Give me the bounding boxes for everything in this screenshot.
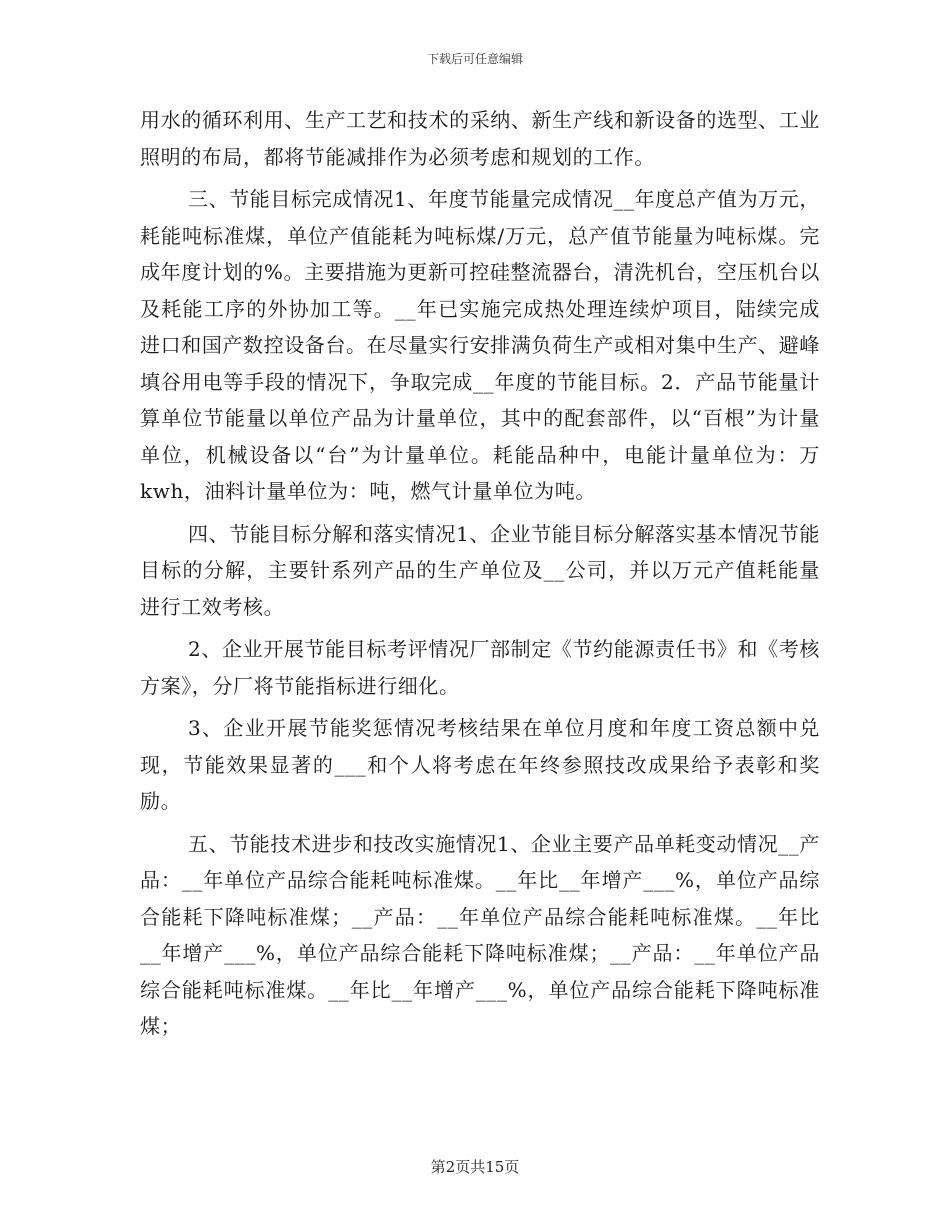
document-body bbox=[140, 102, 820, 1051]
page-header: 下载后可任意编辑 bbox=[426, 52, 523, 66]
paragraph-6: 五、节能技术进步和技改实施情况1、企业主要产品单耗变动情况__产品：__年单位产品综合能耗吨标准煤。__年比__年增产___%，单位产品综合能耗下降吨标准煤；__产品：__年单位产品综合能耗吨标准煤。__年比__年增产___%，单位产品综合能耗下降吨标准煤；__产品：__年单位产品综合能耗吨标准煤。__年比__年增产___%，单位产品综合能耗下降吨标准煤； bbox=[140, 831, 820, 1038]
paragraph-4: 2、企业开展节能目标考评情况厂部制定《节约能源责任书》和《考核方案》，分厂将节能指标进行细化。 bbox=[140, 637, 820, 698]
page-footer: 第2页共15页 bbox=[430, 1158, 520, 1176]
paragraph-2: 三、节能目标完成情况1、年度节能量完成情况__年度总产值为万元，耗能吨标准煤，单位产值能耗为吨标煤/万元，总产值节能量为吨标煤。完成年度计划的%。主要措施为更新可控硅整流器台，清洗机台，空压机台以及耗能工序的外协加工等。__年已实施完成热处理连续炉项目，陆续完成进口和国产数控设备台。在尽量实行安排满负荷生产或相对集中生产、避峰填谷用电等手段的情况下，争取完成__年度的节能目标。2．产品节能量计算单位节能量以单位产品为计量单位，其中的配套部件，以“百根”为计量单位，机械设备以“台”为计量单位。耗能品种中，电能计量单位为：万kwh，油料计量单位为：吨，燃气计量单位为吨。 bbox=[140, 187, 820, 503]
paragraph-1: 用水的循环利用、生产工艺和技术的采纳、新生产线和新设备的选型、工业照明的布局，都将节能减排作为必须考虑和规划的工作。 bbox=[140, 108, 820, 169]
paragraph-5: 3、企业开展节能奖惩情况考核结果在单位月度和年度工资总额中兑现，节能效果显著的___和个人将考虑在年终参照技改成果给予表彰和奖励。 bbox=[140, 716, 820, 813]
paragraph-3: 四、节能目标分解和落实情况1、企业节能目标分解落实基本情况节能目标的分解，主要针系列产品的生产单位及__公司，并以万元产值耗能量进行工效考核。 bbox=[140, 521, 820, 619]
